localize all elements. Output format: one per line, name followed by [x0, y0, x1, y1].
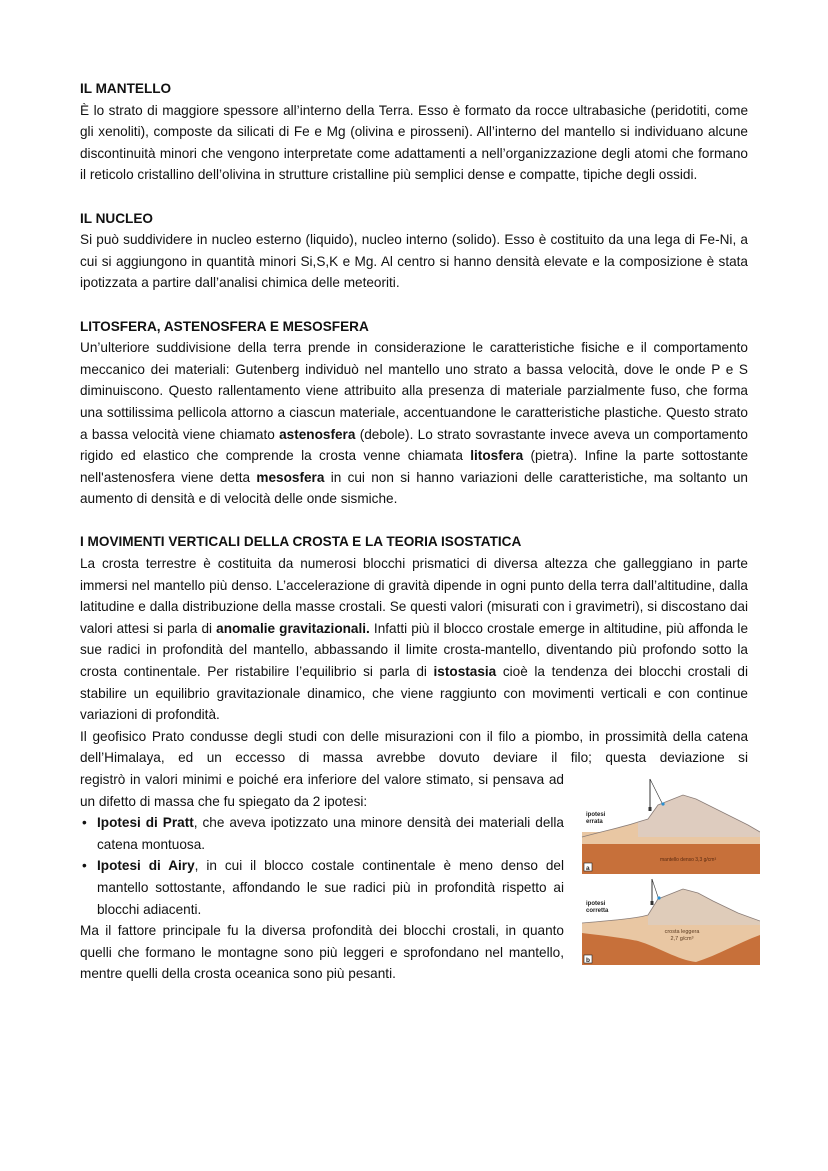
term-istostasia: istostasia: [433, 664, 497, 680]
item-term: Ipotesi di Pratt: [97, 815, 194, 831]
section-title: I MOVIMENTI VERTICALI DELLA CROSTA E LA TEORIA ISOSTATICA: [80, 534, 522, 550]
section-text: [80, 337, 748, 510]
list-item: [80, 855, 748, 920]
item-text: , in cui il blocco costale continentale è meno denso del mantello sottostante, affondando le sue radici più in profondità rispetto ai blocchi adiacenti.: [97, 858, 564, 917]
bullet-icon: •: [82, 815, 87, 831]
panel-label: a: [586, 865, 590, 872]
section-text: È lo strato di maggiore spessore all’interno della Terra. Esso è formato da rocce ultrabasiche (peridotiti, come gli xenoliti), composte da silicati di Fe e Mg (olivina e pirosseni). All’interno del mantello si individuano alcune discontinuità minori che vengono interpretate come adattamenti a nell’organizzazione degli atomi che formano il reticolo cristallino dell’olivina in strutture cristalline più semplici dense e compatte, tipiche degli ossidi.: [80, 102, 748, 183]
hypothesis-label: ipotesi errata: [586, 812, 606, 825]
section-nucleo: [80, 208, 748, 294]
bullet-icon: •: [82, 858, 87, 874]
text-run: in cui non si hanno variazioni delle caratteristiche, ma soltanto un aumento di densità e di velocità delle onde sismiche.: [80, 469, 748, 507]
item-text: , che aveva ipotizzato una minore densità dei materiali della catena montuosa.: [97, 815, 564, 852]
panel-label: b: [586, 957, 590, 964]
paragraph-prato-cont: registrò in valori minimi e poiché era inferiore del valore stimato, si pensava ad un difetto di massa che fu spiegato da 2 ipotesi:: [80, 772, 564, 809]
hypothesis-list: [80, 812, 748, 920]
section-mantello: [80, 78, 748, 186]
section-text: Si può suddividere in nucleo esterno (liquido), nucleo interno (solido). Esso è costituito da una lega di Fe-Ni, a cui si aggiungono in quantità minori Si,S,K e Mg. Al centro si hanno densità elevate e la composizione è stata ipotizzata a partire dall’analisi chimica delle meteoriti.: [80, 232, 748, 291]
document-page: [80, 78, 748, 985]
section-isostasia: [80, 531, 748, 984]
term-astenosfera: astenosfera: [279, 426, 356, 442]
term-litosfera: litosfera: [470, 448, 524, 464]
text-run: (debole). Lo strato sovrastante invece aveva un comportamento rigido ed elastico che comprende la crosta venne chiamata: [80, 426, 748, 464]
list-item: [80, 812, 748, 855]
text-run: La crosta terrestre è costituita da numerosi blocchi prismatici di diversa altezza che galleggiano in parte immersi nel mantello più denso. L’accelerazione di gravità dipende in ogni punto della terra dall’altitudine, dalla latitudine e dalla distribuzione della masse crostali. Se questi valori (misurati con i gravimetri), si discostano dai valori attesi si parla di: [80, 556, 748, 636]
section-litosfera: [80, 316, 748, 510]
term-mesosfera: mesosfera: [256, 469, 325, 485]
section-title: LITOSFERA, ASTENOSFERA E MESOSFERA: [80, 318, 369, 334]
term-anomalie: anomalie gravitazionali.: [216, 620, 370, 636]
section-title: IL MANTELLO: [80, 81, 172, 96]
hypothesis-label: ipotesi corretta: [586, 901, 609, 914]
paragraph-conclusion: Ma il fattore principale fu la diversa profondità dei blocchi crostali, in quanto quelli che formano le montagne sono più leggeri e sprofondano nel mantello, mentre quelli della crosta oceanica sono più pesanti.: [80, 923, 564, 982]
text-run: (pietra). Infine la parte sottostante nell'astenosfera viene detta: [80, 448, 748, 485]
text-run: cioè la tendenza dei blocchi crostali di stabilire un equilibrio gravitazionale dinamico, che viene raggiunto con movimenti verticali e con continue variazioni di profondità.: [80, 664, 749, 723]
mantle-caption: mantello denso 3,3 g/cm³: [660, 857, 717, 863]
item-term: Ipotesi di Airy: [97, 858, 195, 874]
crust-caption: crosta leggera 2,7 g/cm³: [664, 929, 700, 942]
text-run: Infatti più il blocco crostale emerge in altitudine, più affonda le sue radici in profondità del mantello, abbassando il limite crosta-mantello, diventando più profondo sotto la crosta continentale. Per ristabilire l’equilibrio si parla di: [80, 620, 749, 680]
section-text: [80, 553, 748, 726]
section-title: IL NUCLEO: [80, 210, 154, 226]
paragraph-prato: Il geofisico Prato condusse degli studi con delle misurazioni con il filo a piombo, in prossimità della catena dell’Himalaya, ed un eccesso di massa avrebbe dovuto deviare il filo; questa deviazione si: [80, 728, 748, 766]
text-run: Un’ulteriore suddivisione della terra prende in considerazione le caratteristiche fisiche e il comportamento meccanico dei materiali: Gutenberg individuò nel mantello uno strato a bassa velocità, dove le onde P e S diminuiscono. Questo rallentamento viene attribuito alla presenza di materiale parzialmente fuso, che forma una sottilissima pellicola attorno a ciascun materiale, accentuandone le caratteristiche plastiche. Questo strato a bassa velocità viene chiamato: [80, 340, 748, 442]
